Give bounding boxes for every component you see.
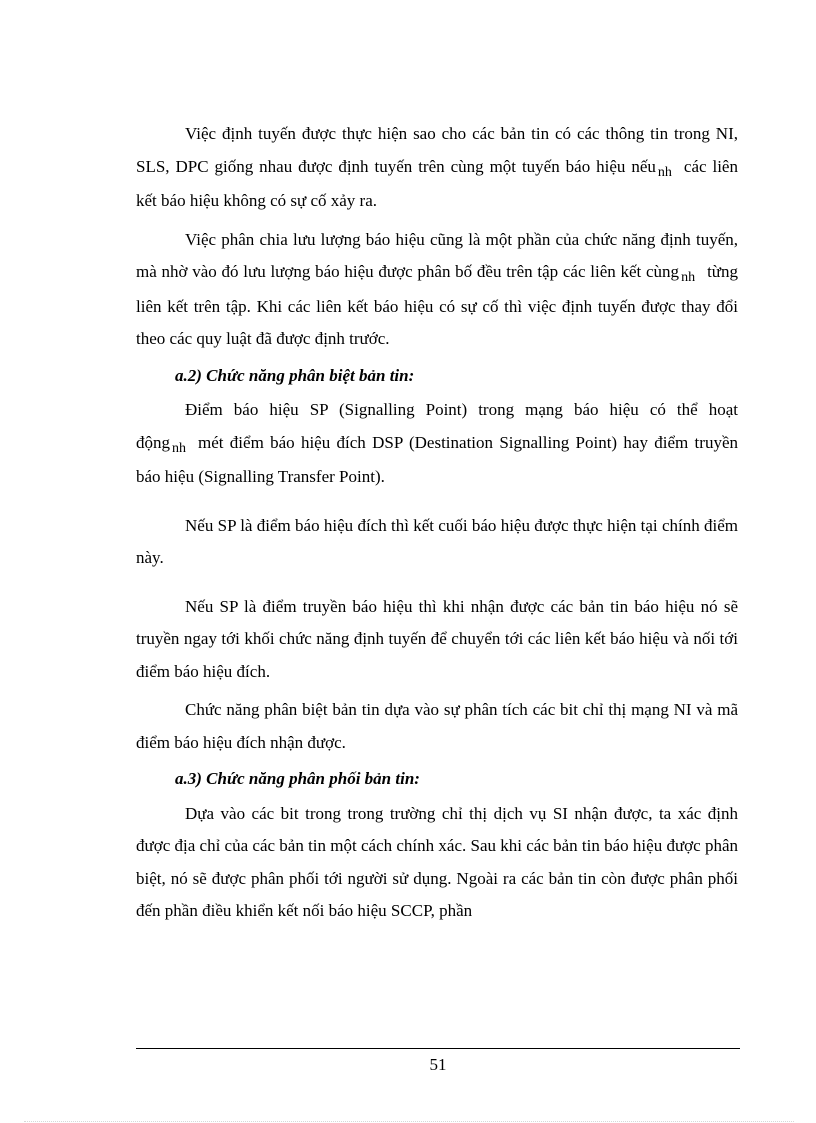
subscript-fragment: nh [657, 164, 672, 180]
paragraph-load-sharing-text: Việc phân chia lưu lượng báo hiệu cũng là một phần của chức năng định tuyến, mà nhờ vào đó lưu lượng báo hiệu được phân bố đều trên tập các liên kết cùng [136, 229, 738, 281]
paragraph-destination-point: Nếu SP là điểm báo hiệu đích thì kết cuối báo hiệu được thực hiện tại chính điểm này. [136, 515, 738, 567]
document-body [136, 118, 738, 928]
paragraph-routing [136, 118, 738, 218]
subscript-fragment: nh [681, 270, 696, 285]
section-heading-distribution: a.3) Chức năng phân phối bản tin: [175, 769, 420, 788]
paragraph-signalling-point-text: Điểm báo hiệu SP (Signalling Point) trong mạng báo hiệu có thể hoạt động [136, 400, 738, 452]
subscript-fragment: nh [172, 440, 186, 456]
paragraph-load-sharing [136, 224, 738, 356]
section-heading-discrimination: a.2) Chức năng phân biệt bản tin: [175, 365, 415, 385]
paragraph-routing-text: Việc định tuyến được thực hiện sao cho các bản tin có các thông tin trong NI, SLS, DPC giống nhau được định tuyến trên cùng một tuyến báo hiệu nếu [136, 124, 738, 176]
paragraph-routing-text-end: các liên kết báo hiệu không có sự cố xảy ra. [136, 156, 738, 210]
paragraph-load-sharing-text-end: từng liên kết trên tập. Khi các liên kết báo hiệu có sự cố thì việc định tuyến được thay đổi theo các quy luật đã được định trước. [136, 262, 738, 348]
paragraph-distribution: Dựa vào các bit trong trong trường chỉ thị dịch vụ SI nhận được, ta xác định được địa chỉ của các bản tin một cách chính xác. Sau khi các bản tin báo hiệu được phân biệt, nó sẽ được phân phối tới người sử dụng. Ngoài ra các bản tin còn được phân phối đến phần điều khiển kết nối báo hiệu SCCP, phần [136, 803, 738, 920]
paragraph-signalling-point [136, 394, 738, 494]
page-number: 51 [429, 1055, 447, 1074]
paragraph-transfer-point: Nếu SP là điểm truyền báo hiệu thì khi nhận được các bản tin báo hiệu nó sẽ truyền ngay tới khối chức năng định tuyến để chuyển tới các liên kết báo hiệu và nối tới điểm báo hiệu đích. [136, 596, 738, 681]
page-edge-dotted-line [24, 1121, 794, 1122]
paragraph-discrimination-basis: Chức năng phân biệt bản tin dựa vào sự phân tích các bit chỉ thị mạng NI và mã điểm báo hiệu đích nhận được. [136, 700, 738, 752]
paragraph-signalling-point-text-end: mét điểm báo hiệu đích DSP (Destination Signalling Point) hay điểm truyền báo hiệu (Signalling Transfer Point). [136, 432, 738, 486]
footer-divider [136, 1048, 740, 1049]
